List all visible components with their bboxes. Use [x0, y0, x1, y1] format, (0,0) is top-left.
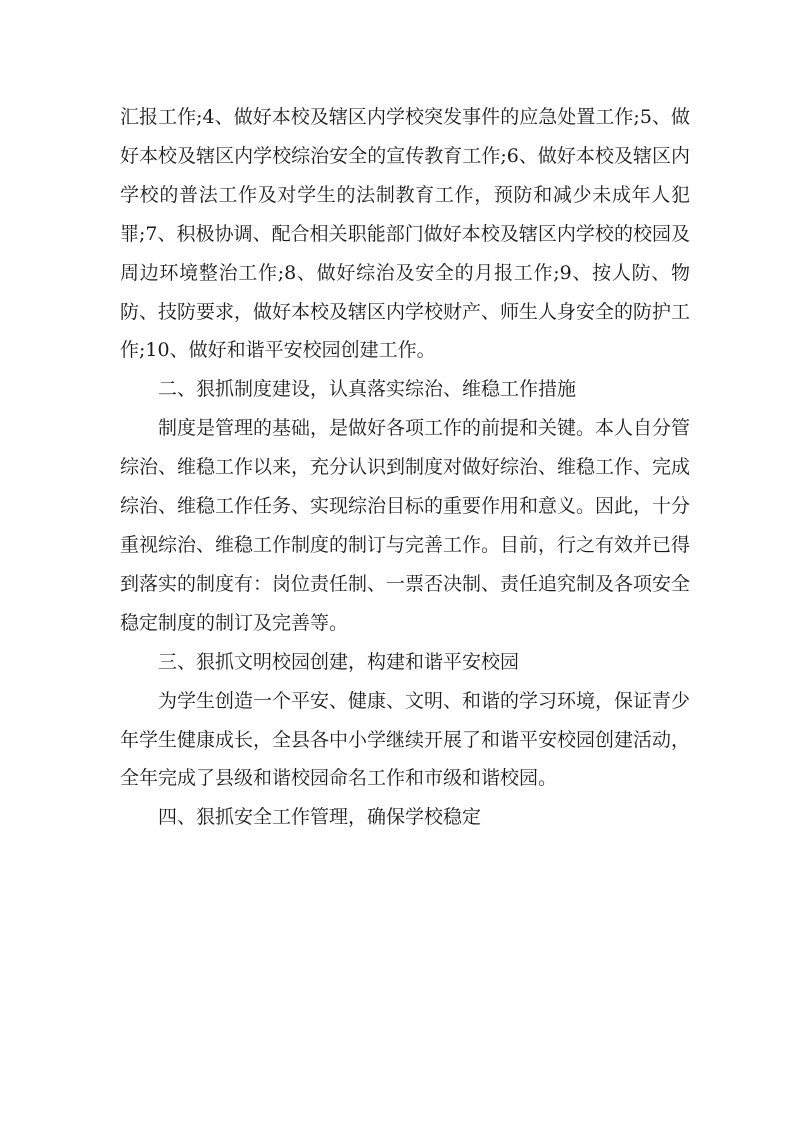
- section-heading-3: 三、狠抓文明校园创建，构建和谐平安校园: [158, 650, 520, 673]
- paragraph-duties-list: 汇报工作;4、做好本校及辖区内学校突发事件的应急处置工作;5、做好本校及辖区内学校综治安全的宣传教育工作;6、做好本校及辖区内学校的普法工作及对学生的法制教育工作，预防和减少未成年人犯罪;7、积极协调、配合相关职能部门做好本校及辖区内学校的校园及周边环境整治工作;8、做好综治及安全的月报工作;9、按人防、物防、技防要求，做好本校及辖区内学校财产、师生人身安全的防护工作;10、做好和谐平安校园创建工作。: [120, 106, 691, 362]
- section-heading-2: 二、狠抓制度建设，认真落实综治、维稳工作措施: [158, 378, 577, 401]
- paragraph-system-building: 制度是管理的基础，是做好各项工作的前提和关键。本人自分管综治、维稳工作以来，充分认识到制度对做好综治、维稳工作、完成综治、维稳工作任务、实现综治目标的重要作用和意义。因此，十分重视综治、维稳工作制度的制订与完善工作。目前，行之有效并已得到落实的制度有：岗位责任制、一票否决制、责任追究制及各项安全稳定制度的制订及完善等。: [120, 417, 691, 634]
- document-body: [120, 98, 690, 837]
- section-heading-4: 四、狠抓安全工作管理，确保学校稳定: [158, 806, 482, 829]
- paragraph-campus-creation: 为学生创造一个平安、健康、文明、和谐的学习环境，保证青少年学生健康成长，全县各中小学继续开展了和谐平安校园创建活动，全年完成了县级和谐校园命名工作和市级和谐校园。: [120, 689, 691, 790]
